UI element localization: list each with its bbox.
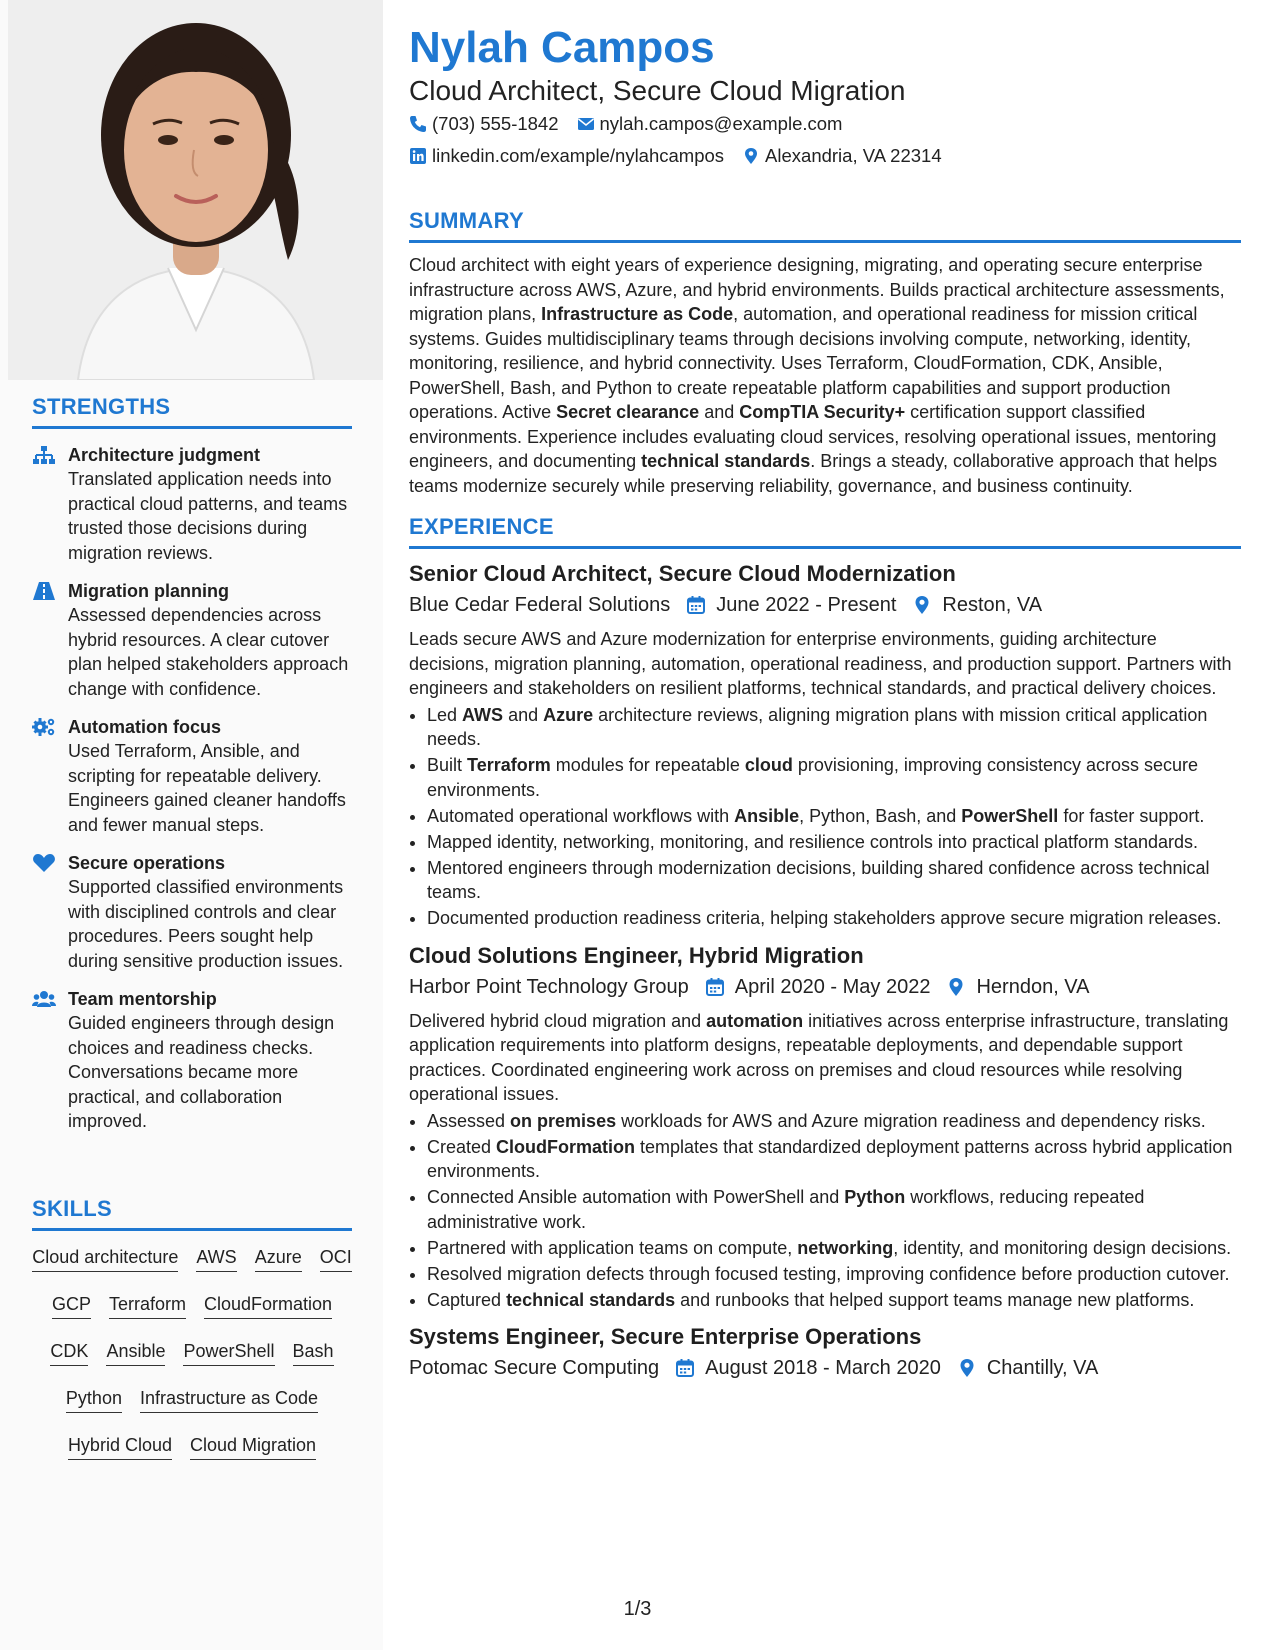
bold-text: Secret clearance <box>556 402 700 422</box>
page-number: 1/3 <box>623 1598 652 1620</box>
text-run: Led <box>427 704 463 725</box>
users-icon <box>32 987 68 1134</box>
text-run: , identity, and monitoring design decisions. <box>893 1237 1232 1258</box>
bold-text: automation <box>706 1010 804 1031</box>
heart-icon <box>32 851 68 973</box>
strength-heading: Team mentorship <box>68 989 217 1009</box>
skill-tag: Cloud Migration <box>190 1433 316 1460</box>
sidebar <box>0 0 383 1650</box>
text-run: Partnered with application teams on compute, <box>427 1237 798 1258</box>
text-run: for faster support. <box>1058 805 1205 826</box>
text-run: certification support classified environments. Experience includes evaluating cloud services, resolving operational issues, mentoring engineers, and documenting <box>409 402 1217 471</box>
job-location: Chantilly, VA <box>986 1357 1099 1379</box>
strength-item <box>32 987 352 1134</box>
bullet-item <box>427 1135 1241 1184</box>
strength-text: Guided engineers through design choices and readiness checks. Conversations became more practical, and collaboration improved. <box>68 1013 335 1131</box>
bold-text: AWS <box>462 704 504 725</box>
text-run: initiatives across enterprise infrastructure, translating application requirements into platform designs, repeatable deployments, and dependable support practices. Coordinated engineering work across on premises and cloud resources while resolving operational issues. <box>409 1010 1229 1104</box>
linkedin-contact[interactable] <box>409 140 724 172</box>
strength-heading: Secure operations <box>68 853 226 873</box>
bullet-item <box>427 1109 1241 1134</box>
text-run: , Python, Bash, and <box>799 805 962 826</box>
bullet-item <box>427 906 1241 931</box>
skill-tag: GCP <box>52 1292 91 1319</box>
skill-tag: Bash <box>293 1339 334 1366</box>
skill-tag: CDK <box>50 1339 88 1366</box>
text-run: templates that standardized deployment patterns across hybrid application environments. <box>427 1136 1233 1181</box>
skill-tag: CloudFormation <box>204 1292 332 1319</box>
calendar-icon <box>705 977 725 997</box>
strength-text: Used Terraform, Ansible, and scripting for repeatable delivery. Engineers gained cleaner handoffs and fewer manual steps. <box>68 741 346 835</box>
strength-item <box>32 851 352 973</box>
text-run: Connected Ansible automation with PowerShell and <box>427 1187 845 1207</box>
bullet-item <box>427 804 1241 829</box>
text-run: Created <box>427 1136 497 1157</box>
job-bullets <box>409 1109 1241 1313</box>
bold-text: on premises <box>510 1110 617 1131</box>
text-run: and runbooks that helped support teams manage new platforms. <box>675 1289 1195 1310</box>
text-run: Leads secure AWS and Azure modernization for enterprise environments, guiding architecture decisions, migration planning, automation, operational readiness, and production support. Partners with engineers and stakeholders on resilient platforms, technical standards, and practical delivery choices. <box>409 629 1232 698</box>
job-dates: June 2022 - Present <box>716 594 897 616</box>
strength-heading: Automation focus <box>68 717 221 737</box>
experience-title: EXPERIENCE <box>409 514 1241 549</box>
skill-tag: OCI <box>320 1245 352 1272</box>
text-run: . Brings a steady, collaborative approach that helps teams modernize securely while preserving reliability, governance, and business continuity. <box>409 451 1218 496</box>
location-text: Alexandria, VA 22314 <box>765 145 942 166</box>
email-contact[interactable] <box>577 108 843 140</box>
profile-photo <box>8 0 383 380</box>
strength-item <box>32 443 352 565</box>
text-run: workloads for AWS and Azure migration readiness and dependency risks. <box>616 1110 1206 1131</box>
phone-icon <box>409 115 427 133</box>
bold-text: Infrastructure as Code <box>541 304 734 324</box>
job-description <box>409 627 1241 701</box>
bullet-item <box>427 1262 1241 1287</box>
job-entry <box>409 1322 1241 1382</box>
linkedin-url: linkedin.com/example/nylahcampos <box>432 145 725 166</box>
text-run: provisioning, improving consistency across secure environments. <box>427 755 1199 800</box>
text-run: architecture reviews, aligning migration plans with mission critical application needs. <box>427 704 1208 749</box>
bold-text: PowerShell <box>961 805 1059 826</box>
skills-list <box>32 1245 352 1460</box>
map-pin-icon <box>912 595 932 615</box>
bold-text: Azure <box>543 704 594 725</box>
calendar-icon <box>675 1358 695 1378</box>
bold-text: Ansible <box>734 805 800 826</box>
skill-tag: Azure <box>255 1245 302 1272</box>
job-description <box>409 1009 1241 1107</box>
phone-number: (703) 555-1842 <box>432 113 559 134</box>
text-run: Delivered hybrid cloud migration and <box>409 1010 707 1031</box>
company-name: Potomac Secure Computing <box>409 1357 660 1379</box>
strengths-title: STRENGTHS <box>32 394 352 429</box>
text-run: modules for repeatable <box>550 755 745 775</box>
candidate-role: Cloud Architect, Secure Cloud Migration <box>409 75 906 106</box>
strength-text: Translated application needs into practical cloud patterns, and teams trusted those decisions during migration reviews. <box>68 469 348 563</box>
skill-tag: AWS <box>196 1245 236 1272</box>
job-entry <box>409 941 1241 1313</box>
road-icon <box>32 579 68 701</box>
summary-title: SUMMARY <box>409 208 1241 243</box>
envelope-icon <box>577 115 595 133</box>
text-run: Mapped identity, networking, monitoring, and resilience controls into practical platform standards. <box>427 831 1199 852</box>
summary-text <box>409 253 1241 498</box>
job-dates: August 2018 - March 2020 <box>705 1357 941 1379</box>
job-bullets <box>409 703 1241 931</box>
bullet-item <box>427 753 1241 802</box>
company-name: Harbor Point Technology Group <box>409 975 689 998</box>
text-run: Assessed <box>427 1110 511 1131</box>
text-run: Built <box>427 755 468 775</box>
experience-section <box>409 514 1241 1382</box>
bold-text: CloudFormation <box>496 1136 636 1157</box>
bold-text: technical standards <box>506 1289 676 1310</box>
job-title: Senior Cloud Architect, Secure Cloud Modernization <box>409 561 956 586</box>
phone-contact[interactable] <box>409 108 559 140</box>
skill-tag: Terraform <box>109 1292 186 1319</box>
company-name: Blue Cedar Federal Solutions <box>409 594 671 616</box>
map-pin-icon <box>946 977 966 997</box>
map-pin-icon <box>742 147 760 165</box>
strength-item <box>32 715 352 837</box>
bullet-item <box>427 1288 1241 1313</box>
bold-text: cloud <box>744 755 793 775</box>
job-entry <box>409 559 1241 931</box>
skill-tag: Cloud architecture <box>32 1245 178 1272</box>
main-content <box>409 22 1241 1382</box>
bold-text: CompTIA Security+ <box>739 402 906 422</box>
bullet-item <box>427 830 1241 855</box>
text-run: workflows, reducing repeated administrative work. <box>427 1187 1145 1232</box>
bold-text: networking <box>797 1237 894 1258</box>
skill-tag: Hybrid Cloud <box>68 1433 172 1460</box>
linkedin-icon <box>409 147 427 165</box>
strength-text: Assessed dependencies across hybrid resources. A clear cutover plan helped stakeholders approach change with confidence. <box>68 605 349 699</box>
text-run: and <box>503 704 544 725</box>
location-contact <box>742 140 942 172</box>
text-run: Mentored engineers through modernization decisions, building shared confidence across technical teams. <box>427 857 1210 902</box>
job-meta <box>409 1354 1241 1382</box>
text-run: Captured <box>427 1289 507 1310</box>
strength-text: Supported classified environments with disciplined controls and clear procedures. Peers sought help during sensitive production issues. <box>68 877 344 971</box>
text-run: , automation, and operational readiness for mission critical systems. Guides multidisciplinary teams through decisions involving compute, networking, identity, monitoring, resilience, and hybrid connectivity. Uses Terraform, CloudFormation, CDK, Ansible, PowerShell, Bash, and Python to create repeatable platform capabilities and support production operations. Active <box>409 304 1198 422</box>
job-dates: April 2020 - May 2022 <box>734 975 931 998</box>
job-title: Cloud Solutions Engineer, Hybrid Migration <box>409 942 864 968</box>
text-run: and <box>699 402 740 422</box>
strength-heading: Architecture judgment <box>68 445 261 465</box>
sitemap-icon <box>32 443 68 565</box>
email-address: nylah.campos@example.com <box>599 113 843 134</box>
candidate-name: Nylah Campos <box>409 23 715 72</box>
bold-text: technical standards <box>641 451 811 471</box>
strength-item <box>32 579 352 701</box>
job-title: Systems Engineer, Secure Enterprise Operations <box>409 1324 922 1349</box>
bold-text: Terraform <box>467 755 551 775</box>
bullet-item <box>427 856 1241 905</box>
experience-list <box>409 559 1241 1382</box>
skill-tag: Infrastructure as Code <box>140 1386 318 1413</box>
text-run: Automated operational workflows with <box>427 805 735 826</box>
job-location: Reston, VA <box>942 594 1043 616</box>
cogs-icon <box>32 715 68 837</box>
text-run: Documented production readiness criteria, helping stakeholders approve secure migration releases. <box>427 908 1222 928</box>
text-run: Cloud architect with eight years of experience designing, migrating, and operating secure enterprise infrastructure across AWS, Azure, and hybrid environments. Builds practical architecture assessments, migration plans, <box>409 255 1225 324</box>
bullet-item <box>427 1236 1241 1261</box>
skill-tag: Python <box>66 1386 122 1413</box>
calendar-icon <box>686 595 706 615</box>
bold-text: Python <box>844 1187 906 1207</box>
bullet-item <box>427 1185 1241 1234</box>
strengths-section <box>32 394 352 1134</box>
bullet-item <box>427 703 1241 752</box>
map-pin-icon <box>957 1358 977 1378</box>
job-meta <box>409 591 1241 619</box>
job-meta <box>409 973 1241 1001</box>
text-run: Resolved migration defects through focused testing, improving confidence before production cutover. <box>427 1263 1230 1284</box>
job-location: Herndon, VA <box>976 975 1090 998</box>
contact-info <box>409 108 1241 172</box>
skills-section <box>32 1196 352 1460</box>
summary-section <box>409 208 1241 498</box>
skill-tag: PowerShell <box>183 1339 274 1366</box>
portrait-illustration <box>8 0 383 380</box>
skills-title: SKILLS <box>32 1196 352 1231</box>
skill-tag: Ansible <box>106 1339 165 1366</box>
strength-heading: Migration planning <box>68 581 229 601</box>
